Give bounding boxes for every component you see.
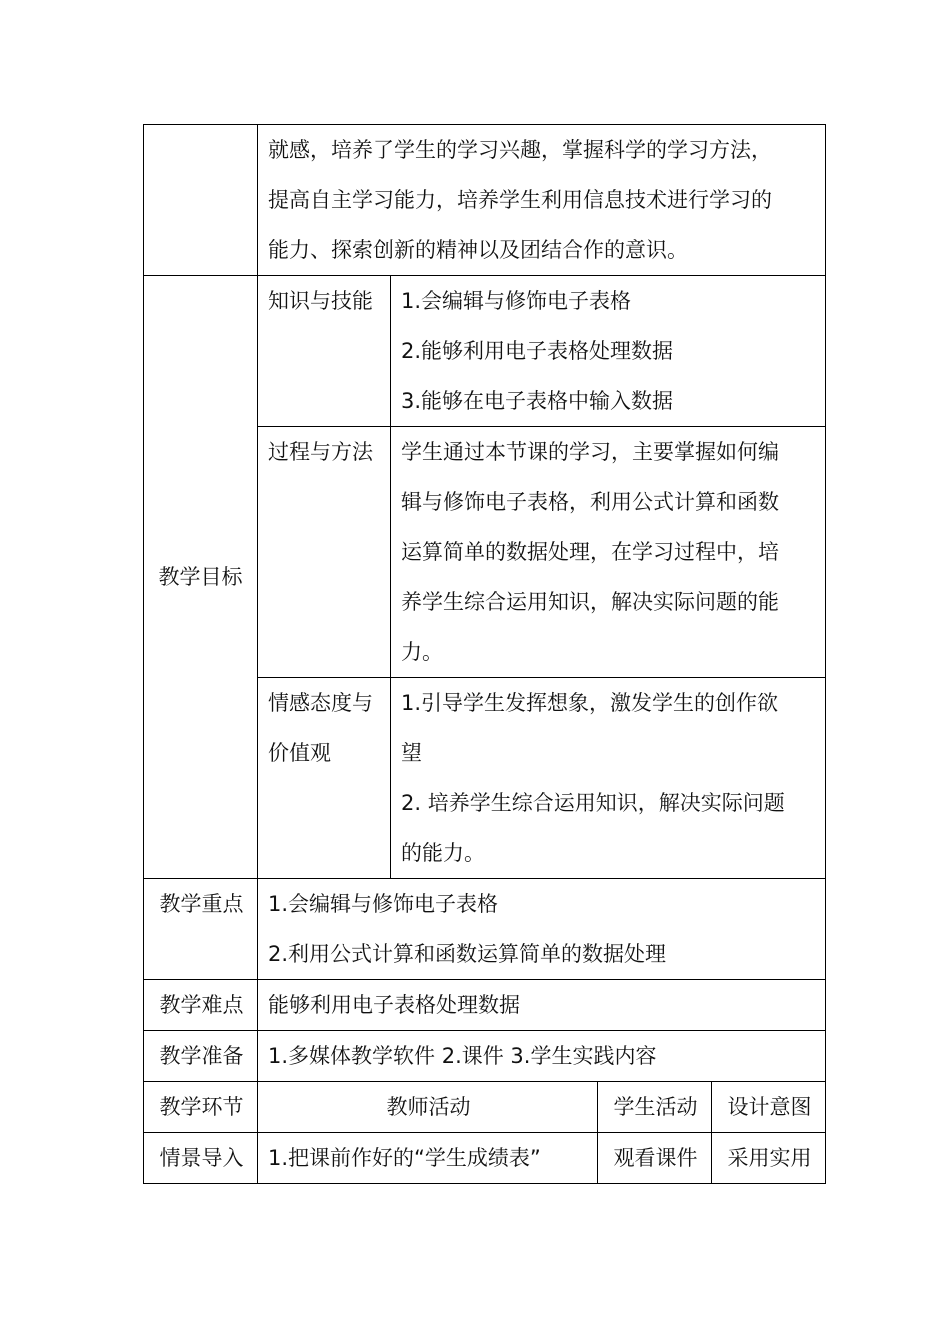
text-line: 就感，培养了学生的学习兴趣，掌握科学的学习方法， [268,138,772,162]
difficulties-cell: 能够利用电子表格处理数据 [258,980,826,1031]
intro-student-cell: 观看课件 [598,1133,712,1184]
list-item: 1.会编辑与修饰电子表格 [268,892,499,916]
table-row [144,125,826,276]
text-line: 1.引导学生发挥想象，激发学生的创作欲 [401,691,779,715]
text-line: 能力、探索创新的精神以及团结合作的意识。 [268,238,688,262]
table-row [144,1082,826,1133]
text-line: 望 [401,741,422,765]
emotion-label [258,678,391,879]
preparation-label: 教学准备 [144,1031,258,1082]
table-row [144,879,826,980]
stage-header: 教学环节 [144,1082,258,1133]
text-line: 辑与修饰电子表格，利用公式计算和函数 [401,490,779,514]
list-item: 2.能够利用电子表格处理数据 [401,339,674,363]
process-cell [391,427,826,678]
emotion-cell [391,678,826,879]
intro-stage-cell: 情景导入 [144,1133,258,1184]
text-line: 2. 培养学生综合运用知识，解决实际问题 [401,791,785,815]
empty-label-cell [144,125,258,276]
table-row [144,1031,826,1082]
student-activity-header: 学生活动 [598,1082,712,1133]
intro-teacher-cell: 1.把课前作好的“学生成绩表” [258,1133,598,1184]
knowledge-cell [391,276,826,427]
list-item: 1.会编辑与修饰电子表格 [401,289,632,313]
knowledge-label: 知识与技能 [258,276,391,427]
key-points-label: 教学重点 [144,879,258,980]
table-row [144,276,826,427]
table-row [144,1133,826,1184]
teacher-activity-header: 教师活动 [258,1082,598,1133]
preparation-cell: 1.多媒体教学软件 2.课件 3.学生实践内容 [258,1031,826,1082]
table-row [144,980,826,1031]
text-line: 养学生综合运用知识，解决实际问题的能 [401,590,779,614]
list-item: 3.能够在电子表格中输入数据 [401,389,674,413]
process-label: 过程与方法 [258,427,391,678]
text-line: 力。 [401,640,443,664]
text-line: 的能力。 [401,841,485,865]
difficulties-label: 教学难点 [144,980,258,1031]
continuation-cell [258,125,826,276]
text-line: 运算简单的数据处理，在学习过程中，培 [401,540,779,564]
key-points-cell [258,879,826,980]
text-line: 学生通过本节课的学习，主要掌握如何编 [401,440,779,464]
design-intent-header: 设计意图 [712,1082,826,1133]
objectives-label: 教学目标 [144,276,258,879]
text-line: 价值观 [268,741,331,765]
intro-intent-cell: 采用实用 [712,1133,826,1184]
text-line: 提高自主学习能力，培养学生利用信息技术进行学习的 [268,188,772,212]
list-item: 2.利用公式计算和函数运算简单的数据处理 [268,942,667,966]
lesson-plan-table [143,124,826,1184]
text-line: 情感态度与 [268,691,373,715]
